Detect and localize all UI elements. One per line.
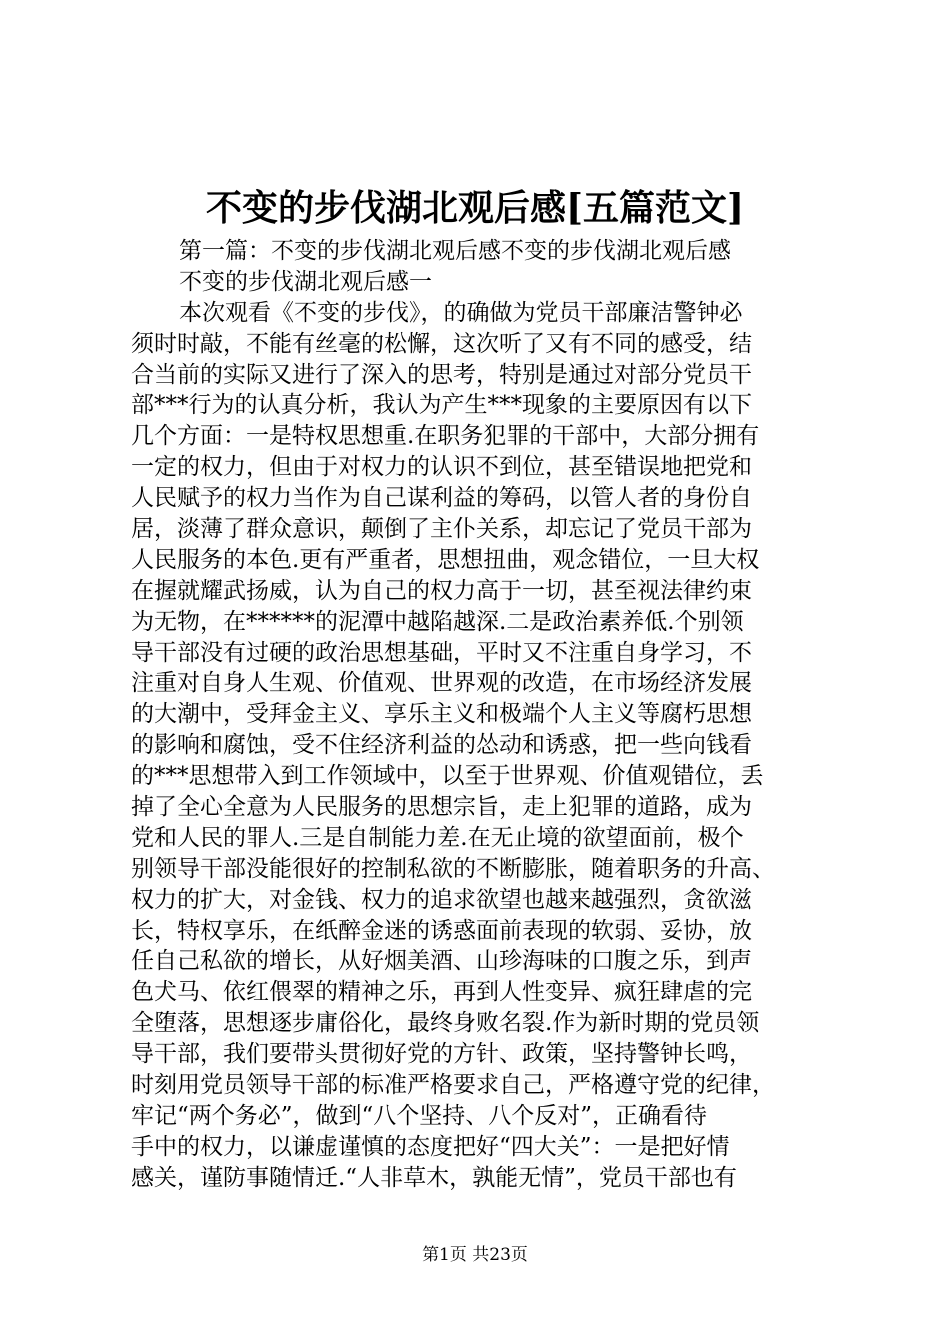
paragraph-line: 别领导干部没能很好的控制私欲的不断膨胀，随着职务的升高、 xyxy=(131,855,775,882)
paragraph-line: 权力的扩大，对金钱、权力的追求欲望也越来越强烈，贪欲滋 xyxy=(131,886,752,913)
paragraph-line: 的影响和腐蚀，受不住经济利益的怂动和诱惑，把一些向钱看 xyxy=(131,732,752,759)
paragraph-line: 为无物，在******的泥潭中越陷越深.二是政治素养低.个别领 xyxy=(131,608,744,635)
paragraph-line: 的***思想带入到工作领域中，以至于世界观、价值观错位，丢 xyxy=(131,763,764,790)
paragraph-line: 掉了全心全意为人民服务的思想宗旨，走上犯罪的道路，成为 xyxy=(131,794,752,821)
paragraph-line: 须时时敲，不能有丝毫的松懈，这次听了又有不同的感受，结 xyxy=(131,330,752,357)
paragraph-line: 人民赋予的权力当作为自己谋利益的筹码，以管人者的身份自 xyxy=(131,485,752,512)
paragraph-line: 手中的权力，以谦虚谨慎的态度把好“四大关”：一是把好情 xyxy=(131,1133,730,1160)
document-title: 不变的步伐湖北观后感[五篇范文] xyxy=(205,187,745,229)
paragraph-line: 注重对自身人生观、价值观、世界观的改造，在市场经济发展 xyxy=(131,670,752,697)
paragraph-line: 一定的权力，但由于对权力的认识不到位，甚至错误地把党和 xyxy=(131,454,752,481)
paragraph-line: 居，淡薄了群众意识，颠倒了主仆关系，却忘记了党员干部为 xyxy=(131,516,752,543)
paragraph-line: 导干部没有过硬的政治思想基础，平时又不注重自身学习，不 xyxy=(131,639,752,666)
paragraph-line: 合当前的实际又进行了深入的思考，特别是通过对部分党员干 xyxy=(131,361,752,388)
page-footer: 第1页 共23页 xyxy=(422,1245,528,1265)
paragraph-line: 党和人民的罪人.三是自制能力差.在无止境的欲望面前，极个 xyxy=(131,824,744,851)
paragraph-line: 时刻用党员领导干部的标准严格要求自己，严格遵守党的纪律， xyxy=(131,1072,775,1099)
paragraph-line: 在握就耀武扬威，认为自己的权力高于一切，甚至视法律约束 xyxy=(131,577,752,604)
paragraph-line: 的大潮中，受拜金主义、享乐主义和极端个人主义等腐朽思想 xyxy=(131,701,752,728)
paragraph-line: 全堕落，思想逐步庸俗化，最终身败名裂.作为新时期的党员领 xyxy=(131,1010,760,1037)
paragraph-line: 感关，谨防事随情迁.“人非草木，孰能无情”，党员干部也有 xyxy=(131,1164,737,1191)
paragraph-line: 长，特权享乐，在纸醉金迷的诱惑面前表现的软弱、妥协，放 xyxy=(131,917,752,944)
paragraph-line: 部***行为的认真分析，我认为产生***现象的主要原因有以下 xyxy=(131,392,752,419)
paragraph-line: 人民服务的本色.更有严重者，思想扭曲，观念错位，一旦大权 xyxy=(131,546,760,573)
paragraph-line: 导干部，我们要带头贯彻好党的方针、政策，坚持警钟长鸣， xyxy=(131,1041,752,1068)
paragraph-line: 任自己私欲的增长，从好烟美酒、山珍海味的口腹之乐，到声 xyxy=(131,948,752,975)
paragraph-line: 色犬马、依红偎翠的精神之乐，再到人性变异、疯狂肆虐的完 xyxy=(131,979,752,1006)
paragraph-line: 牢记“两个务必”，做到“八个坚持、八个反对”，正确看待 xyxy=(131,1102,708,1129)
paragraph-line: 本次观看《不变的步伐》，的确做为党员干部廉洁警钟必 xyxy=(179,299,743,326)
subsection-heading: 不变的步伐湖北观后感一 xyxy=(179,268,432,295)
section-heading: 第一篇：不变的步伐湖北观后感不变的步伐湖北观后感 xyxy=(179,238,731,264)
paragraph-line: 几个方面：一是特权思想重.在职务犯罪的干部中，大部分拥有 xyxy=(131,423,760,450)
document-body xyxy=(131,236,831,1194)
